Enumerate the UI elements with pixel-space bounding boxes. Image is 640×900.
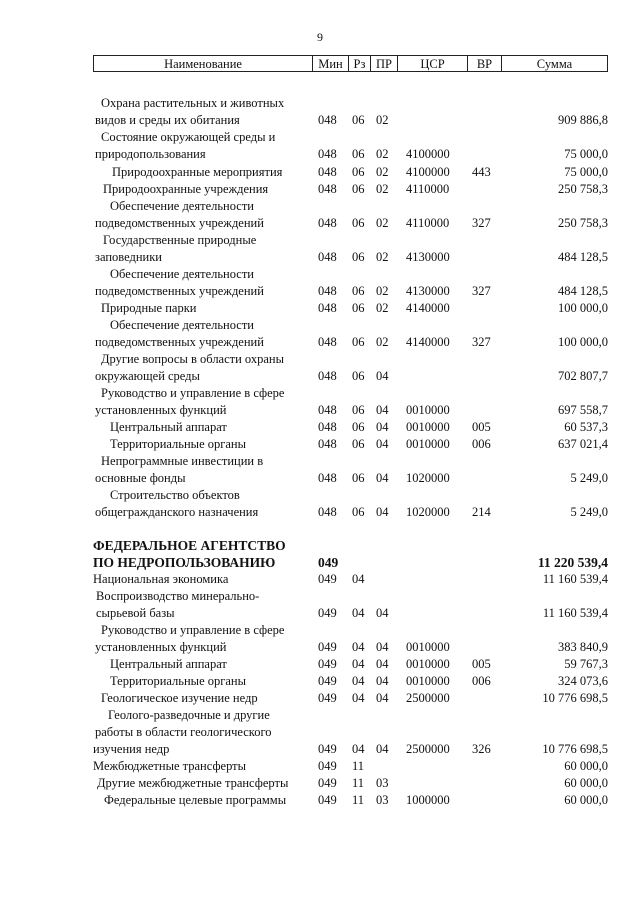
row-name-line: Территориальные органы (110, 437, 247, 451)
pr-code: 04 (376, 606, 389, 620)
row-name-line: Национальная экономика (93, 572, 229, 586)
table-row (0, 386, 640, 420)
table-row (0, 488, 640, 522)
csr-code: 4100000 (406, 147, 450, 161)
min-code: 048 (318, 505, 337, 519)
row-name-line: Воспроизводство минерально- (96, 589, 260, 603)
min-code: 049 (318, 776, 337, 790)
pr-code: 04 (376, 674, 389, 688)
csr-code: 0010000 (406, 437, 450, 451)
csr-code: 0010000 (406, 640, 450, 654)
row-sum: 10 776 698,5 (542, 742, 608, 756)
rz-code: 06 (352, 250, 365, 264)
pr-code: 04 (376, 369, 389, 383)
row-name-line: сырьевой базы (96, 606, 175, 620)
pr-code: 02 (376, 182, 389, 196)
min-code: 049 (318, 572, 337, 586)
pr-code: 04 (376, 471, 389, 485)
row-name-line: ПО НЕДРОПОЛЬЗОВАНИЮ (93, 555, 276, 570)
rz-code: 11 (352, 759, 365, 773)
row-name-line: ФЕДЕРАЛЬНОЕ АГЕНТСТВО (93, 538, 286, 553)
rz-code: 06 (352, 216, 365, 230)
csr-code: 4140000 (406, 301, 450, 315)
row-name-line: подведомственных учреждений (95, 284, 264, 298)
header-vr: ВР (468, 55, 502, 72)
row-name-line: окружающей среды (95, 369, 200, 383)
min-code: 049 (318, 657, 337, 671)
min-code: 048 (318, 113, 337, 127)
rz-code: 06 (352, 165, 365, 179)
csr-code: 0010000 (406, 674, 450, 688)
min-code: 048 (318, 147, 337, 161)
table-row (0, 623, 640, 657)
table-row (0, 165, 640, 182)
row-sum: 5 249,0 (570, 505, 608, 519)
header-pr: ПР (371, 55, 398, 72)
row-sum: 60 537,3 (564, 420, 608, 434)
row-name-line: Руководство и управление в сфере (101, 623, 285, 637)
rz-code: 06 (352, 335, 365, 349)
row-sum: 59 767,3 (564, 657, 608, 671)
vr-code: 005 (472, 657, 491, 671)
min-code: 048 (318, 471, 337, 485)
row-name-line: Другие межбюджетные трансферты (97, 776, 289, 790)
csr-code: 1020000 (406, 471, 450, 485)
table-row (0, 454, 640, 488)
pr-code: 04 (376, 742, 389, 756)
csr-code: 1000000 (406, 793, 450, 807)
row-sum: 383 840,9 (558, 640, 608, 654)
table-row (0, 182, 640, 199)
row-sum: 60 000,0 (564, 776, 608, 790)
row-name-line: Природоохранные учреждения (103, 182, 269, 196)
pr-code: 03 (376, 776, 389, 790)
row-name-line: Обеспечение деятельности (110, 267, 255, 281)
rz-code: 04 (352, 742, 365, 756)
rz-code: 06 (352, 420, 365, 434)
row-name-line: природопользования (95, 147, 206, 161)
row-name-line: Непрограммные инвестиции в (101, 454, 264, 468)
table-row (0, 420, 640, 437)
row-name-line: изучения недр (93, 742, 170, 756)
row-name-line: установленных функций (95, 403, 227, 417)
row-sum: 11 160 539,4 (542, 606, 608, 620)
pr-code: 04 (376, 640, 389, 654)
row-name-line: Центральный аппарат (110, 420, 227, 434)
min-code: 049 (318, 742, 337, 756)
row-sum: 10 776 698,5 (542, 691, 608, 705)
header-rz: Рз (349, 55, 371, 72)
header-csr: ЦСР (398, 55, 468, 72)
pr-code: 02 (376, 165, 389, 179)
row-sum: 702 807,7 (558, 369, 608, 383)
csr-code: 2500000 (406, 742, 450, 756)
row-name-line: Центральный аппарат (110, 657, 227, 671)
csr-code: 0010000 (406, 403, 450, 417)
row-name-line: Геолого-разведочные и другие (108, 708, 270, 722)
row-name-line: подведомственных учреждений (95, 216, 264, 230)
csr-code: 1020000 (406, 505, 450, 519)
header-sum: Сумма (502, 55, 608, 72)
row-name-line: установленных функций (95, 640, 227, 654)
table-row (0, 301, 640, 318)
row-name-line: Обеспечение деятельности (110, 199, 255, 213)
rz-code: 04 (352, 606, 365, 620)
vr-code: 006 (472, 674, 491, 688)
table-row (0, 759, 640, 776)
vr-code: 327 (472, 335, 491, 349)
pr-code: 02 (376, 335, 389, 349)
pr-code: 04 (376, 505, 389, 519)
rz-code: 04 (352, 640, 365, 654)
row-sum: 250 758,3 (558, 182, 608, 196)
table-row (0, 708, 640, 759)
rz-code: 04 (352, 691, 365, 705)
row-name-line: Состояние окружающей среды и (101, 130, 276, 144)
min-code: 048 (318, 182, 337, 196)
table-row (0, 130, 640, 164)
header-min: Мин (313, 55, 349, 72)
row-sum: 100 000,0 (558, 335, 608, 349)
row-sum: 324 073,6 (558, 674, 608, 688)
csr-code: 4110000 (406, 182, 450, 196)
pr-code: 02 (376, 250, 389, 264)
min-code: 049 (318, 793, 337, 807)
row-name-line: Природоохранные мероприятия (112, 165, 283, 179)
vr-code: 326 (472, 742, 491, 756)
csr-code: 0010000 (406, 657, 450, 671)
row-name-line: общегражданского назначения (95, 505, 259, 519)
pr-code: 02 (376, 147, 389, 161)
row-name-line: Другие вопросы в области охраны (101, 352, 285, 366)
min-code: 049 (318, 691, 337, 705)
row-name-line: Строительство объектов (110, 488, 240, 502)
min-code: 048 (318, 301, 337, 315)
table-row (0, 318, 640, 352)
row-sum: 60 000,0 (564, 759, 608, 773)
row-sum: 909 886,8 (558, 113, 608, 127)
rz-code: 04 (352, 674, 365, 688)
row-name-line: видов и среды их обитания (95, 113, 240, 127)
row-sum: 5 249,0 (570, 471, 608, 485)
min-code: 049 (318, 606, 337, 620)
min-code: 049 (318, 555, 339, 570)
vr-code: 327 (472, 216, 491, 230)
table-row (0, 776, 640, 793)
table-row (0, 199, 640, 233)
min-code: 048 (318, 335, 337, 349)
pr-code: 02 (376, 216, 389, 230)
csr-code: 4130000 (406, 250, 450, 264)
row-name-line: подведомственных учреждений (95, 335, 264, 349)
csr-code: 2500000 (406, 691, 450, 705)
row-name-line: Межбюджетные трансферты (93, 759, 247, 773)
row-name-line: работы в области геологического (95, 725, 272, 739)
table-row (0, 352, 640, 386)
min-code: 048 (318, 403, 337, 417)
table-row (0, 691, 640, 708)
table-row (0, 96, 640, 130)
row-name-line: Обеспечение деятельности (110, 318, 255, 332)
row-name-line: Территориальные органы (110, 674, 247, 688)
table-row (0, 572, 640, 589)
rz-code: 06 (352, 403, 365, 417)
row-name-line: Руководство и управление в сфере (101, 386, 285, 400)
table-row (0, 793, 640, 810)
pr-code: 02 (376, 284, 389, 298)
min-code: 048 (318, 369, 337, 383)
pr-code: 02 (376, 301, 389, 315)
page-number: 9 (317, 30, 323, 44)
vr-code: 005 (472, 420, 491, 434)
row-name-line: Геологическое изучение недр (101, 691, 258, 705)
rz-code: 04 (352, 657, 365, 671)
row-name-line: основные фонды (95, 471, 186, 485)
rz-code: 06 (352, 182, 365, 196)
row-name-line: Охрана растительных и животных (101, 96, 285, 110)
row-sum: 75 000,0 (564, 165, 608, 179)
rz-code: 06 (352, 147, 365, 161)
min-code: 048 (318, 165, 337, 179)
rz-code: 06 (352, 369, 365, 383)
row-name-line: заповедники (95, 250, 162, 264)
csr-code: 4110000 (406, 216, 450, 230)
vr-code: 443 (472, 165, 491, 179)
row-name-line: Государственные природные (103, 233, 257, 247)
rz-code: 06 (352, 471, 365, 485)
csr-code: 4130000 (406, 284, 450, 298)
row-sum: 75 000,0 (564, 147, 608, 161)
table-row (0, 657, 640, 674)
pr-code: 04 (376, 420, 389, 434)
row-sum: 697 558,7 (558, 403, 608, 417)
rz-code: 06 (352, 301, 365, 315)
row-sum: 484 128,5 (558, 284, 608, 298)
table-row (0, 437, 640, 454)
pr-code: 04 (376, 657, 389, 671)
rz-code: 06 (352, 113, 365, 127)
pr-code: 04 (376, 403, 389, 417)
vr-code: 327 (472, 284, 491, 298)
rz-code: 06 (352, 505, 365, 519)
pr-code: 04 (376, 437, 389, 451)
rz-code: 06 (352, 284, 365, 298)
row-sum: 60 000,0 (564, 793, 608, 807)
csr-code: 4140000 (406, 335, 450, 349)
header-name: Наименование (93, 55, 313, 72)
table-row (0, 674, 640, 691)
row-sum: 11 220 539,4 (537, 555, 608, 570)
rz-code: 04 (352, 572, 365, 586)
vr-code: 006 (472, 437, 491, 451)
rz-code: 06 (352, 437, 365, 451)
min-code: 048 (318, 284, 337, 298)
vr-code: 214 (472, 505, 491, 519)
min-code: 048 (318, 216, 337, 230)
row-name-line: Природные парки (101, 301, 197, 315)
pr-code: 02 (376, 113, 389, 127)
row-sum: 250 758,3 (558, 216, 608, 230)
min-code: 048 (318, 437, 337, 451)
min-code: 049 (318, 640, 337, 654)
row-sum: 11 160 539,4 (542, 572, 608, 586)
csr-code: 0010000 (406, 420, 450, 434)
row-sum: 637 021,4 (558, 437, 608, 451)
row-name-line: Федеральные целевые программы (104, 793, 287, 807)
table-row (0, 233, 640, 267)
rz-code: 11 (352, 776, 365, 790)
min-code: 048 (318, 420, 337, 434)
min-code: 049 (318, 759, 337, 773)
row-sum: 100 000,0 (558, 301, 608, 315)
table-row (0, 267, 640, 301)
row-sum: 484 128,5 (558, 250, 608, 264)
csr-code: 4100000 (406, 165, 450, 179)
min-code: 049 (318, 674, 337, 688)
table-row (0, 589, 640, 623)
min-code: 048 (318, 250, 337, 264)
rz-code: 11 (352, 793, 365, 807)
pr-code: 03 (376, 793, 389, 807)
table-row (0, 538, 640, 572)
pr-code: 04 (376, 691, 389, 705)
